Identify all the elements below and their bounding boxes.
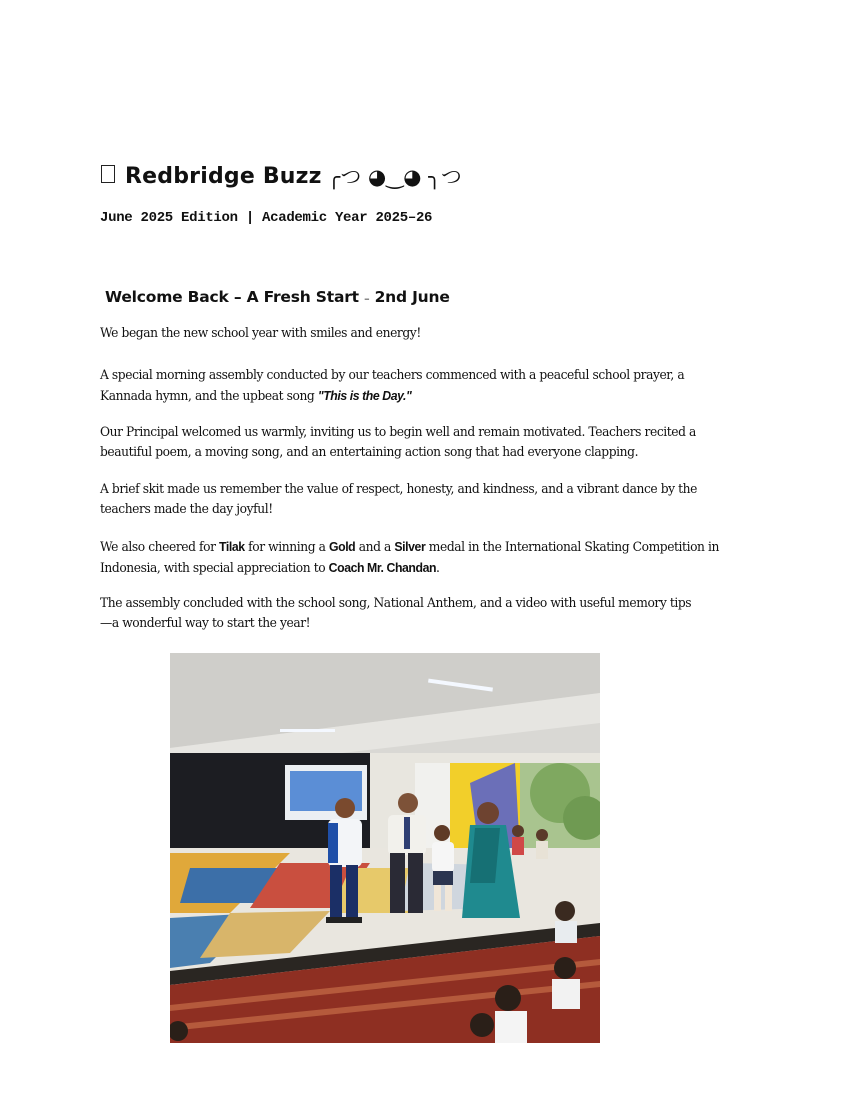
section-heading-dash: – bbox=[364, 292, 370, 305]
conclusion-dash: — bbox=[100, 616, 112, 631]
silver-medal-text: Silver bbox=[394, 539, 426, 554]
song-title: "This is the Day." bbox=[317, 388, 412, 403]
achievement-text-2: for winning a bbox=[244, 540, 329, 555]
section-heading-title: Welcome Back – A Fresh Start bbox=[105, 288, 359, 306]
achievement-text-5: . bbox=[436, 561, 440, 576]
assembly-photo bbox=[170, 653, 600, 1043]
section-heading bbox=[105, 288, 450, 306]
achievement-text-3: and a bbox=[355, 540, 395, 555]
achievement-text-4: medal in the International Skating Competition in Indonesia, with special appreciation to bbox=[100, 540, 719, 576]
kaomoji-decoration: ╭つ ◕‿◕ ╮つ bbox=[327, 165, 462, 189]
conclusion-text-2: a wonderful way to start the year! bbox=[111, 616, 311, 631]
missing-glyph-icon bbox=[101, 165, 115, 183]
masthead bbox=[101, 161, 462, 191]
paragraph-skit: A brief skit made us remember the value of respect, honesty, and kindness, and a vibrant dance by the teachers made the day joyful! bbox=[100, 482, 697, 517]
newsletter-title: Redbridge Buzz bbox=[125, 163, 322, 189]
gold-medal-text: Gold bbox=[328, 539, 356, 554]
section-heading-date: 2nd June bbox=[374, 288, 450, 306]
student-name: Tilak bbox=[219, 539, 245, 554]
coach-name: Coach Mr. Chandan bbox=[328, 560, 437, 575]
paragraph-principal: Our Principal welcomed us warmly, inviting us to begin well and remain motivated. Teachers recited a beautiful poem, a moving song, and an entertaining action song that had everyone clapping. bbox=[100, 425, 696, 460]
assembly-text: A special morning assembly conducted by our teachers commenced with a peaceful school prayer, a Kannada hymn, and the upbeat song bbox=[100, 368, 685, 404]
paragraph-conclusion bbox=[100, 594, 695, 634]
edition-line: June 2025 Edition | Academic Year 2025–26 bbox=[100, 210, 433, 226]
conclusion-text-1: The assembly concluded with the school song, National Anthem, and a video with useful memory tips bbox=[100, 596, 692, 611]
paragraph-intro: We began the new school year with smiles and energy! bbox=[100, 326, 421, 341]
paragraph-assembly bbox=[100, 366, 714, 407]
paragraph-achievement bbox=[100, 537, 751, 579]
achievement-text-1: We also cheered for bbox=[100, 540, 220, 555]
